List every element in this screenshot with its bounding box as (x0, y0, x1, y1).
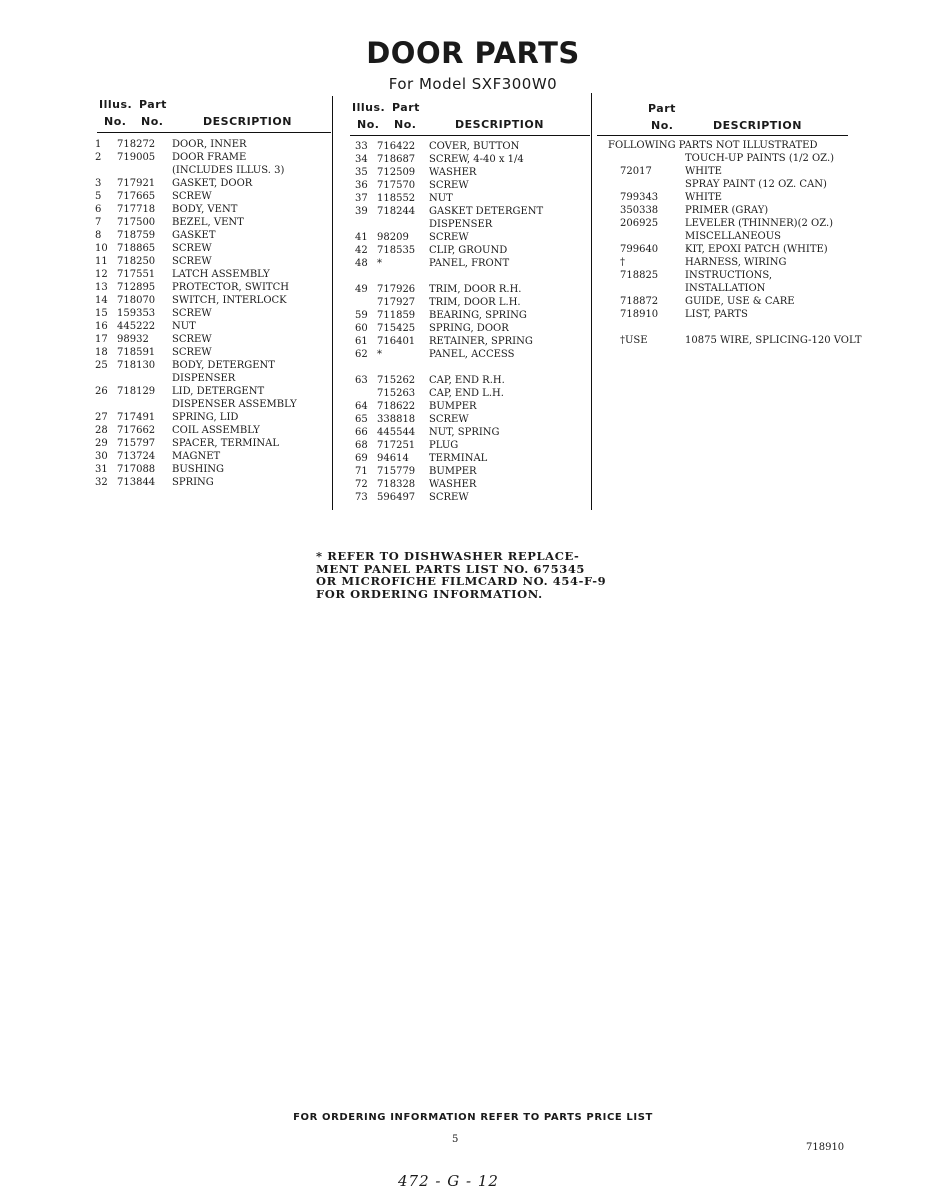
parts-row (93, 476, 333, 489)
part-description: SPRING (172, 477, 214, 488)
part-number: 718130 (117, 360, 156, 371)
illus-number: 7 (95, 217, 102, 228)
part-description: WASHER (429, 479, 477, 490)
part-number: 338818 (377, 414, 416, 425)
replacement-panel-note (316, 550, 606, 600)
part-description: WHITE (685, 166, 722, 177)
part-description: NUT (172, 321, 196, 332)
parts-row (93, 255, 333, 268)
illus-number: 63 (355, 375, 368, 386)
part-number: 98932 (117, 334, 149, 345)
col3-header-rule (597, 135, 848, 136)
illus-number: 13 (95, 282, 108, 293)
illus-number: 48 (355, 258, 368, 269)
part-description: TERMINAL (429, 453, 488, 464)
parts-row (93, 294, 333, 307)
parts-row (608, 178, 908, 191)
part-number: 717665 (117, 191, 156, 202)
part-description: INSTALLATION (685, 283, 766, 294)
illus-number: 69 (355, 453, 368, 464)
parts-row (93, 437, 333, 450)
parts-row (93, 242, 333, 255)
part-number: 717570 (377, 180, 416, 191)
parts-row (349, 296, 589, 309)
part-description: SCREW (429, 492, 469, 503)
parts-row (93, 229, 333, 242)
part-description: BUMPER (429, 401, 477, 412)
parts-row (608, 295, 908, 308)
parts-row (93, 307, 333, 320)
illus-number: 5 (95, 191, 102, 202)
part-description: GASKET, DOOR (172, 178, 253, 189)
part-description: HARNESS, WIRING (685, 257, 787, 268)
part-description: PANEL, ACCESS (429, 349, 515, 360)
part-number: 715425 (377, 323, 416, 334)
part-number: 713724 (117, 451, 156, 462)
part-number: 445544 (377, 427, 416, 438)
part-number: 716401 (377, 336, 416, 347)
part-description: SCREW, 4-40 x 1/4 (429, 154, 524, 165)
part-number: * (377, 349, 382, 360)
illus-number: 29 (95, 438, 108, 449)
part-description: FOLLOWING PARTS NOT ILLUSTRATED (608, 140, 818, 151)
part-number: 713844 (117, 477, 156, 488)
part-number: 718910 (620, 309, 659, 320)
part-number: 718328 (377, 479, 416, 490)
part-description: KIT, EPOXI PATCH (WHITE) (685, 244, 828, 255)
column-divider-2 (591, 93, 592, 510)
illus-number: 14 (95, 295, 108, 306)
part-number: 118552 (377, 193, 416, 204)
col3-parts-list (608, 139, 908, 347)
part-number: 712895 (117, 282, 156, 293)
illus-number: 12 (95, 269, 108, 280)
illus-number: 34 (355, 154, 368, 165)
part-description: CAP, END R.H. (429, 375, 505, 386)
part-description: SPACER, TERMINAL (172, 438, 280, 449)
part-description: TRIM, DOOR R.H. (429, 284, 522, 295)
part-number: 717551 (117, 269, 156, 280)
part-description: DISPENSER (172, 373, 236, 384)
part-description: GASKET DETERGENT (429, 206, 544, 217)
parts-row (349, 348, 589, 361)
col2-parts-list (349, 140, 589, 504)
part-description: SCREW (172, 191, 212, 202)
illus-number: 60 (355, 323, 368, 334)
part-description: DISPENSER (429, 219, 493, 230)
parts-row (349, 231, 589, 244)
parts-row (349, 491, 589, 504)
parts-row (349, 140, 589, 153)
part-number: 715263 (377, 388, 416, 399)
parts-row (93, 450, 333, 463)
parts-row (93, 359, 333, 372)
illus-number: 72 (355, 479, 368, 490)
illus-number: 16 (95, 321, 108, 332)
part-description: PRIMER (GRAY) (685, 205, 769, 216)
parts-row (349, 387, 589, 400)
part-number: 718250 (117, 256, 156, 267)
parts-row (349, 192, 589, 205)
illus-number: 61 (355, 336, 368, 347)
document-number: 718910 (806, 1142, 845, 1153)
part-description: BODY, DETERGENT (172, 360, 275, 371)
parts-row (608, 282, 908, 295)
parts-row (93, 190, 333, 203)
parts-row (93, 151, 333, 164)
part-description: SCREW (172, 334, 212, 345)
part-number: 715262 (377, 375, 416, 386)
parts-row (608, 217, 908, 230)
note-line: MENT PANEL PARTS LIST NO. 675345 (316, 561, 586, 576)
part-number: 712509 (377, 167, 416, 178)
part-description: GUIDE, USE & CARE (685, 296, 795, 307)
col3-part-label: Part (648, 102, 676, 115)
note-line: FOR ORDERING INFORMATION. (316, 586, 543, 601)
col3-description-label: DESCRIPTION (713, 119, 802, 132)
illus-number: 31 (95, 464, 108, 475)
illus-number: 66 (355, 427, 368, 438)
part-number: † (620, 257, 625, 268)
col1-no-label-2: No. (141, 115, 164, 128)
col2-part-label: Part (392, 101, 420, 114)
part-number: 717491 (117, 412, 156, 423)
parts-row (93, 346, 333, 359)
illus-number: 28 (95, 425, 108, 436)
illus-number: 49 (355, 284, 368, 295)
handwritten-code: 472 - G - 12 (398, 1172, 499, 1190)
part-description: SCREW (172, 243, 212, 254)
parts-row (349, 426, 589, 439)
illus-number: 8 (95, 230, 102, 241)
part-description: WHITE (685, 192, 722, 203)
part-description: SCREW (429, 180, 469, 191)
part-number: 715779 (377, 466, 416, 477)
part-description: MISCELLANEOUS (685, 231, 782, 242)
illus-number: 10 (95, 243, 108, 254)
illus-number: 64 (355, 401, 368, 412)
part-number: 350338 (620, 205, 659, 216)
part-number: 596497 (377, 492, 416, 503)
page-title: DOOR PARTS (366, 36, 580, 70)
part-description: NUT, SPRING (429, 427, 500, 438)
parts-row (608, 243, 908, 256)
parts-row (608, 334, 908, 347)
parts-row (93, 398, 333, 411)
part-number: 717251 (377, 440, 416, 451)
part-description: PANEL, FRONT (429, 258, 510, 269)
parts-row (608, 204, 908, 217)
part-number: 98209 (377, 232, 409, 243)
parts-row (93, 138, 333, 151)
col2-no-label-2: No. (394, 118, 417, 131)
part-number: 718759 (117, 230, 156, 241)
illus-number: 6 (95, 204, 102, 215)
part-number: 718129 (117, 386, 156, 397)
part-description: GASKET (172, 230, 216, 241)
part-description: BEZEL, VENT (172, 217, 244, 228)
parts-row (93, 424, 333, 437)
parts-row (349, 400, 589, 413)
illus-number: 30 (95, 451, 108, 462)
parts-row (349, 179, 589, 192)
part-number: 445222 (117, 321, 156, 332)
illus-number: 65 (355, 414, 368, 425)
parts-row (93, 372, 333, 385)
parts-row (349, 153, 589, 166)
illus-number: 17 (95, 334, 108, 345)
parts-row (608, 256, 908, 269)
parts-row (349, 322, 589, 335)
part-number: 799640 (620, 244, 659, 255)
parts-row (349, 335, 589, 348)
part-number: 799343 (620, 192, 659, 203)
part-number: 159353 (117, 308, 156, 319)
parts-row (349, 374, 589, 387)
part-description: CAP, END L.H. (429, 388, 504, 399)
parts-row (349, 465, 589, 478)
part-description: BUSHING (172, 464, 225, 475)
part-description: TRIM, DOOR L.H. (429, 297, 521, 308)
illus-number: 15 (95, 308, 108, 319)
part-number: 206925 (620, 218, 659, 229)
part-number: 718272 (117, 139, 156, 150)
parts-row (349, 244, 589, 257)
part-description: SPRING, LID (172, 412, 239, 423)
col1-header (99, 98, 339, 130)
parts-row (608, 165, 908, 178)
col2-header (352, 101, 592, 133)
parts-row (349, 205, 589, 218)
part-description: SPRAY PAINT (12 OZ. CAN) (685, 179, 827, 190)
parts-row (93, 203, 333, 216)
part-description: NUT (429, 193, 453, 204)
illus-number: 71 (355, 466, 368, 477)
col2-header-rule (350, 135, 590, 136)
part-description: COIL ASSEMBLY (172, 425, 260, 436)
ordering-footer: FOR ORDERING INFORMATION REFER TO PARTS PRICE LIST (293, 1112, 653, 1123)
parts-row (349, 283, 589, 296)
part-description: SCREW (172, 256, 212, 267)
parts-row (608, 152, 908, 165)
illus-number: 26 (95, 386, 108, 397)
part-description: PLUG (429, 440, 459, 451)
parts-row (349, 309, 589, 322)
illus-number: 1 (95, 139, 102, 150)
illus-number: 11 (95, 256, 108, 267)
parts-row (349, 452, 589, 465)
parts-row (93, 177, 333, 190)
illus-number: 62 (355, 349, 368, 360)
part-description: RETAINER, SPRING (429, 336, 533, 347)
part-description: COVER, BUTTON (429, 141, 520, 152)
part-description: BODY, VENT (172, 204, 238, 215)
part-description: LATCH ASSEMBLY (172, 269, 270, 280)
part-number: 717718 (117, 204, 156, 215)
part-number: 718070 (117, 295, 156, 306)
part-number: 718244 (377, 206, 416, 217)
part-description: SCREW (429, 232, 469, 243)
part-number: 717921 (117, 178, 156, 189)
illus-number: 73 (355, 492, 368, 503)
parts-row (349, 439, 589, 452)
part-number: 716422 (377, 141, 416, 152)
col1-header-rule (97, 132, 331, 133)
parts-row (93, 164, 333, 177)
part-description: DISPENSER ASSEMBLY (172, 399, 297, 410)
part-number: 718591 (117, 347, 156, 358)
part-number: 718687 (377, 154, 416, 165)
part-number: 717926 (377, 284, 416, 295)
parts-row (93, 281, 333, 294)
part-description: SPRING, DOOR (429, 323, 509, 334)
part-number: 718622 (377, 401, 416, 412)
illus-number: 2 (95, 152, 102, 163)
part-number: 94614 (377, 453, 409, 464)
part-description: DOOR FRAME (172, 152, 247, 163)
part-description: LID, DETERGENT (172, 386, 265, 397)
part-description: SWITCH, INTERLOCK (172, 295, 287, 306)
illus-number: 68 (355, 440, 368, 451)
part-number: 717927 (377, 297, 416, 308)
part-number: 719005 (117, 152, 156, 163)
illus-number: 41 (355, 232, 368, 243)
illus-number: 3 (95, 178, 102, 189)
part-description: CLIP, GROUND (429, 245, 508, 256)
parts-row (93, 333, 333, 346)
part-description: 10875 WIRE, SPLICING-120 VOLT (685, 335, 862, 346)
part-number: 718535 (377, 245, 416, 256)
illus-number: 42 (355, 245, 368, 256)
col3-no-label: No. (651, 119, 674, 132)
part-description: INSTRUCTIONS, (685, 270, 773, 281)
part-number: 717500 (117, 217, 156, 228)
parts-row (93, 463, 333, 476)
illus-number: 18 (95, 347, 108, 358)
part-number: * (377, 258, 382, 269)
illus-number: 37 (355, 193, 368, 204)
part-description: (INCLUDES ILLUS. 3) (172, 165, 285, 176)
parts-row (608, 191, 908, 204)
col2-description-label: DESCRIPTION (455, 118, 544, 131)
parts-row (93, 268, 333, 281)
part-number: 72017 (620, 166, 652, 177)
parts-row (93, 320, 333, 333)
part-description: MAGNET (172, 451, 221, 462)
illus-number: 33 (355, 141, 368, 152)
col1-description-label: DESCRIPTION (203, 115, 292, 128)
parts-row (93, 411, 333, 424)
parts-row (349, 413, 589, 426)
part-description: PROTECTOR, SWITCH (172, 282, 289, 293)
parts-row (349, 218, 589, 231)
part-number: 718865 (117, 243, 156, 254)
part-number: 717662 (117, 425, 156, 436)
part-description: SCREW (172, 308, 212, 319)
col1-parts-list (93, 138, 333, 489)
parts-row (608, 308, 908, 321)
illus-number: 59 (355, 310, 368, 321)
parts-row (608, 139, 908, 152)
part-number: 717088 (117, 464, 156, 475)
parts-row (349, 257, 589, 270)
col1-illus-label: Illus. (99, 98, 133, 111)
illus-number: 32 (95, 477, 108, 488)
part-description: WASHER (429, 167, 477, 178)
part-description: LEVELER (THINNER)(2 OZ.) (685, 218, 834, 229)
model-subtitle: For Model SXF300W0 (388, 75, 558, 93)
parts-row (93, 385, 333, 398)
note-line: * REFER TO DISHWASHER REPLACE- (316, 549, 580, 563)
part-number: 718825 (620, 270, 659, 281)
illus-number: 25 (95, 360, 108, 371)
part-number: 718872 (620, 296, 659, 307)
col1-no-label: No. (104, 115, 127, 128)
part-description: SCREW (172, 347, 212, 358)
col2-no-label: No. (357, 118, 380, 131)
illus-number: 27 (95, 412, 108, 423)
parts-row (608, 230, 908, 243)
col1-part-label: Part (139, 98, 167, 111)
parts-row (93, 216, 333, 229)
part-number: 711859 (377, 310, 416, 321)
illus-number: 39 (355, 206, 368, 217)
note-line: OR MICROFICHE FILMCARD NO. 454-F-9 (316, 574, 607, 588)
part-description: BUMPER (429, 466, 477, 477)
part-number: †USE (620, 335, 648, 346)
part-description: BEARING, SPRING (429, 310, 527, 321)
col3-header (648, 102, 848, 134)
page-number: 5 (452, 1134, 459, 1145)
parts-row (349, 478, 589, 491)
illus-number: 36 (355, 180, 368, 191)
part-description: TOUCH-UP PAINTS (1/2 OZ.) (685, 153, 835, 164)
part-description: SCREW (429, 414, 469, 425)
illus-number: 35 (355, 167, 368, 178)
parts-row (349, 166, 589, 179)
part-description: LIST, PARTS (685, 309, 748, 320)
col2-illus-label: Illus. (352, 101, 386, 114)
part-number: 715797 (117, 438, 156, 449)
part-description: DOOR, INNER (172, 139, 247, 150)
parts-row (608, 269, 908, 282)
